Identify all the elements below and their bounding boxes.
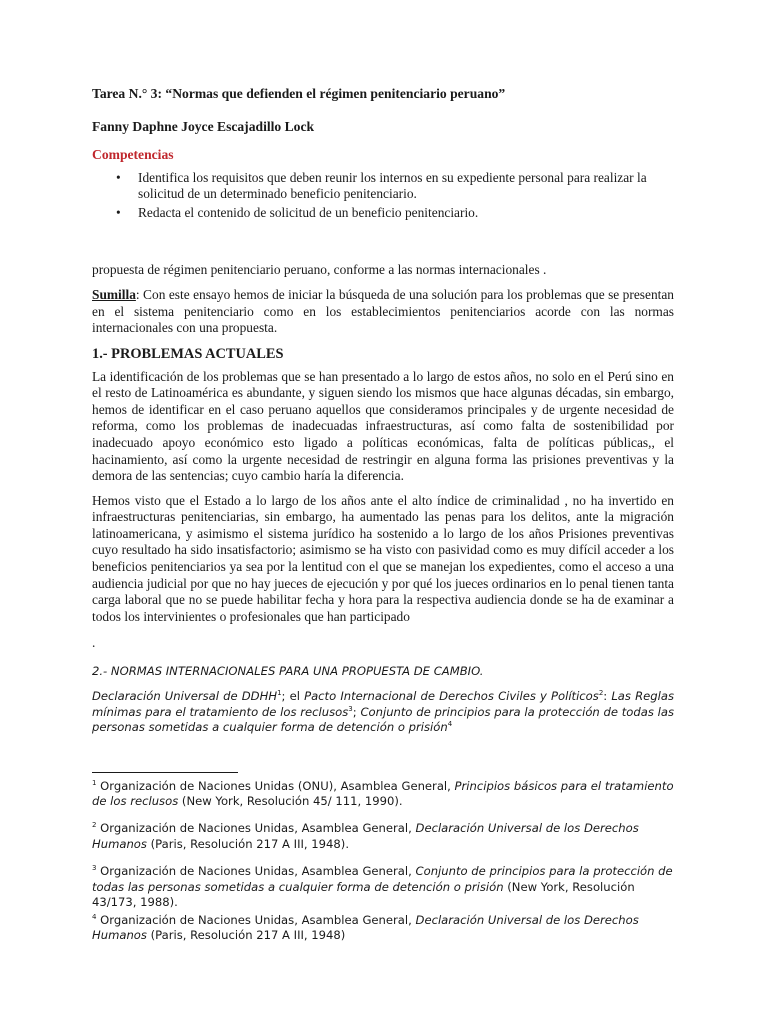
decl-ref-3: Las Reglas mínimas para el tratamiento de los reclusos xyxy=(92,689,674,719)
competencias-list xyxy=(92,170,674,222)
decl-sep: ; el xyxy=(281,689,305,704)
footnote-text: Organización de Naciones Unidas, Asamblea General, xyxy=(96,912,416,927)
bullet-icon: • xyxy=(116,169,121,185)
footnote-source: (Paris, Resolución 217 A III, 1948) xyxy=(146,927,346,942)
decl-sep: ; xyxy=(352,704,361,719)
footnote-source: (Paris, Resolución 217 A III, 1948). xyxy=(146,836,349,851)
normas-paragraph xyxy=(92,689,674,735)
footnote-divider xyxy=(92,772,238,773)
footnote-1 xyxy=(92,779,674,810)
sumilla-paragraph xyxy=(92,287,674,337)
list-item xyxy=(116,204,674,222)
propuesta-line: propuesta de régimen penitenciario peruano, conforme a las normas internacionales . xyxy=(92,261,547,277)
footnote-number: 2 xyxy=(92,821,97,830)
dot-line: . xyxy=(92,635,96,651)
footnote-number: 1 xyxy=(92,778,97,787)
footnote-4 xyxy=(92,913,674,944)
sumilla-label: Sumilla xyxy=(92,287,136,303)
footnote-ref-2[interactable]: 2 xyxy=(598,689,604,698)
footnote-3 xyxy=(92,864,674,910)
document-title: Tarea N.° 3: “Normas que defienden el régimen penitenciario peruano” xyxy=(92,86,506,101)
bullet-text: Identifica los requisitos que deben reunir los internos en su expediente personal para realizar la solicitud de un determinado beneficio penitenciario. xyxy=(138,169,647,202)
footnote-number: 4 xyxy=(92,912,97,921)
section-1-heading: 1.- PROBLEMAS ACTUALES xyxy=(92,345,284,362)
section-2-heading: 2.- NORMAS INTERNACIONALES PARA UNA PROPUESTA DE CAMBIO. xyxy=(92,664,484,679)
section-1-paragraph-2: Hemos visto que el Estado a lo largo de los años ante el alto índice de criminalidad , no ha invertido en infraestructuras penitenciarias, sin embargo, ha aumentado las penas para los delitos, ante la migración latinoamericana, y asimismo el sistema jurídico ha sostenido a lo largo de los años Prisiones preventivas cuyo resultado ha sido insatisfactorio; asimismo se ha visto con pasividad como es muy difícil acceder a los beneficios penitenciarios ya sea por la lentitud con el que se manejan los expedientes, como el acceso a una audiencia judicial por que no hay jueces de ejecución y por qué los jueces ordinarios en lo penal tienen tanta carga laboral que no se puede habilitar fecha y hora para la respectiva audiencia donde se ha de examinar a todos los intervinientes o profesionales que han participado xyxy=(92,492,674,624)
footnote-title: Conjunto de principios para la protección de todas las personas sometidas a cualquier forma de detención o prisión xyxy=(92,864,673,894)
competencias-heading: Competencias xyxy=(92,147,174,163)
decl-sep: : xyxy=(603,689,612,704)
decl-ref-1: Declaración Universal de DDHH xyxy=(92,689,278,704)
footnote-ref-1[interactable]: 1 xyxy=(277,689,282,698)
footnote-title: Principios básicos para el tratamiento de los reclusos xyxy=(92,778,674,809)
author-name: Fanny Daphne Joyce Escajadillo Lock xyxy=(92,118,315,134)
footnote-source: (New York, Resolución 43/173, 1988). xyxy=(92,879,635,910)
footnote-title: Declaración Universal de los Derechos Humanos xyxy=(92,821,639,851)
decl-ref-4: Conjunto de principios para la protección de todas las personas sometidas a cualquier forma de detención o prisión xyxy=(92,704,675,735)
document-page xyxy=(92,86,674,943)
footnote-2 xyxy=(92,821,674,852)
footnote-text: Organización de Naciones Unidas, Asamblea General, xyxy=(96,821,416,836)
footnote-ref-3[interactable]: 3 xyxy=(348,704,353,713)
sumilla-text: : Con este ensayo hemos de iniciar la búsqueda de una solución para los problemas que se presentan en el sistema penitenciario como en los establecimientos penitenciarios acorde con las normas internacionales con una propuesta. xyxy=(92,287,674,336)
footnote-number: 3 xyxy=(92,864,97,873)
footnote-source: (New York, Resolución 45/ 111, 1990). xyxy=(178,794,403,809)
decl-ref-2: Pacto Internacional de Derechos Civiles y Políticos xyxy=(304,689,599,704)
section-1-paragraph-1: La identificación de los problemas que se han presentado a lo largo de estos años, no solo en el Perú sino en el resto de Latinoamérica es abundante, y siguen siendo los mismos que hace algunas décadas, sin embargo, hemos de identificar en el caso peruano aquellos que consideramos principales y de urgente necesidad de reforma, como los problemas de inadecuadas infraestructuras, así como falta de sostenibilidad por inadecuado apoyo económico esto ligado a políticas económicas, falta de políticas públicas,, el hacinamiento, así como la urgente necesidad de restringir en alguna forma las prisiones preventivas y la demora de las sentencias; cuyo cambio haría la diferencia. xyxy=(92,368,674,484)
footnote-text: Organización de Naciones Unidas (ONU), Asamblea General, xyxy=(96,778,455,793)
footnote-ref-4[interactable]: 4 xyxy=(447,720,453,729)
footnote-text: Organización de Naciones Unidas, Asamblea General, xyxy=(96,864,416,879)
list-item xyxy=(116,169,674,203)
footnote-title: Declaración Universal de los Derechos Humanos xyxy=(92,912,639,942)
bullet-text: Redacta el contenido de solicitud de un beneficio penitenciario. xyxy=(138,204,479,220)
bullet-icon: • xyxy=(116,204,121,220)
